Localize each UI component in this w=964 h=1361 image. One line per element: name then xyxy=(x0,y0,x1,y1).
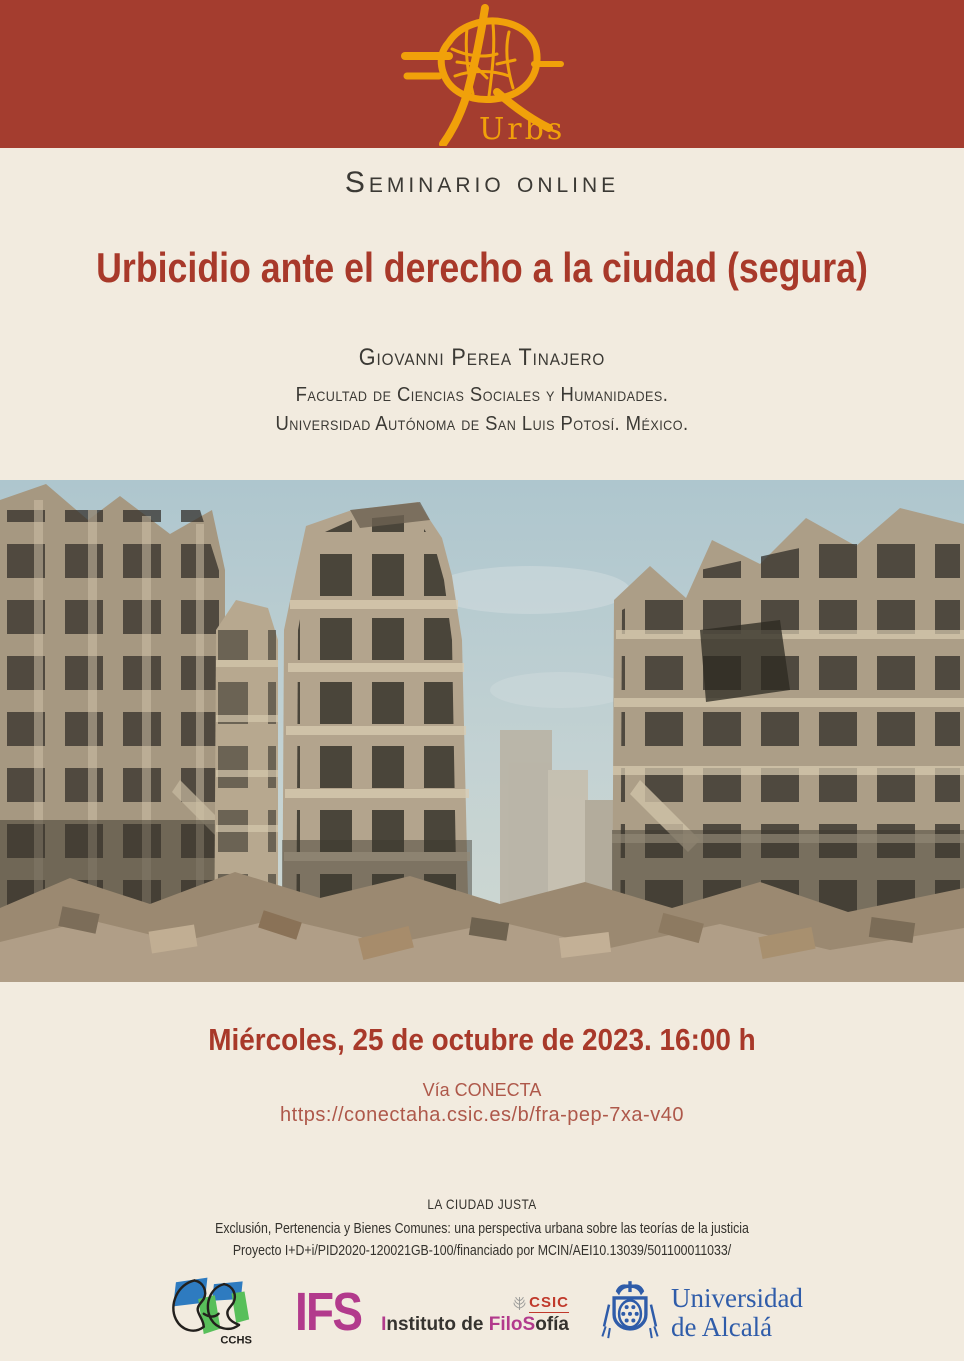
partner-logos-row xyxy=(0,1276,964,1350)
urbs-logo-icon xyxy=(392,4,572,146)
project-funding: Proyecto I+D+i/PID2020-120021GB-100/financiado por MCIN/AEI10.13039/501100011033/ xyxy=(232,1243,732,1259)
event-url-link[interactable]: https://conectaha.csic.es/b/fra-pep-7xa-v40 xyxy=(280,1104,684,1126)
project-name: LA CIUDAD JUSTA xyxy=(427,1196,537,1212)
urbs-wordmark: Urbs xyxy=(479,112,566,146)
ruined-city-photo xyxy=(0,480,964,982)
uah-name-line1: Universidad xyxy=(670,1282,803,1313)
uah-logo xyxy=(599,1279,803,1347)
project-description: Exclusión, Pertenencia y Bienes Comunes: una perspectiva urbana sobre las teorías de la justicia xyxy=(215,1221,749,1237)
csic-logo xyxy=(513,1294,569,1313)
cchs-wordmark: CCHS xyxy=(220,1333,252,1346)
event-platform: Vía CONECTA xyxy=(422,1080,542,1100)
event-datetime: Miércoles, 25 de octubre de 2023. 16:00 h xyxy=(208,1022,756,1057)
cchs-logo xyxy=(161,1273,265,1354)
uah-name-line2: de Alcalá xyxy=(670,1312,773,1342)
ifs-logo xyxy=(295,1282,569,1343)
seminar-type-heading: Seminario online xyxy=(344,166,620,199)
csic-tree-icon xyxy=(513,1296,526,1311)
project-block xyxy=(72,1196,891,1262)
speaker-faculty: Facultad de Ciencias Sociales y Humanidades. xyxy=(295,383,669,406)
ifs-institute-name: Instituto de FiloSofía xyxy=(381,1313,569,1335)
uah-crest-icon xyxy=(599,1279,661,1347)
seminar-title: Urbicidio ante el derecho a la ciudad (segura) xyxy=(96,244,868,291)
uah-name xyxy=(671,1284,803,1342)
speaker-name: Giovanni Perea Tinajero xyxy=(358,344,606,371)
header-band xyxy=(0,0,964,148)
cchs-faces-icon xyxy=(161,1273,265,1349)
csic-wordmark: CSIC xyxy=(529,1293,569,1311)
speaker-university: Universidad Autónoma de San Luis Potosí. México. xyxy=(275,412,689,435)
ruined-city-illustration xyxy=(0,480,964,982)
ifs-acronym: IFS xyxy=(295,1282,362,1343)
speaker-block xyxy=(48,344,916,438)
